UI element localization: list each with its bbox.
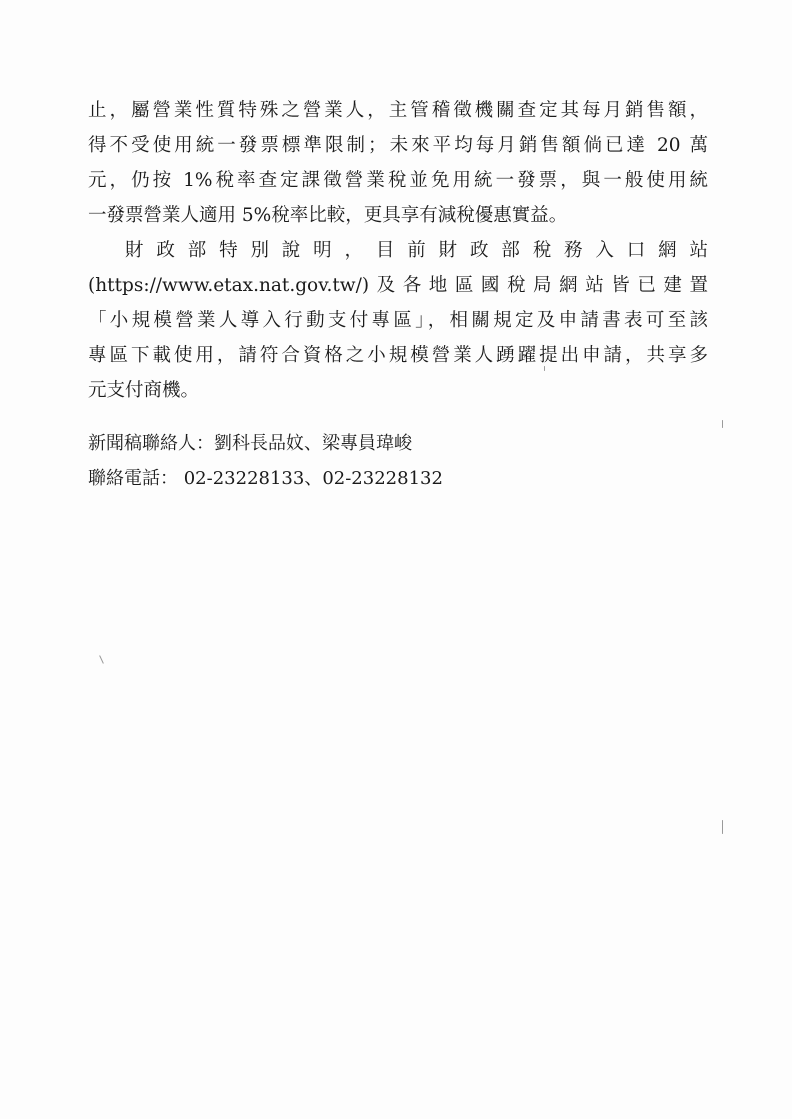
paragraph-line: 元，仍按 1%稅率查定課徵營業稅並免用統一發票，與一般使用統 <box>88 170 708 191</box>
paragraph-line: 止，屬營業性質特殊之營業人，主管稽徵機關查定其每月銷售額， <box>88 100 708 121</box>
paragraph-mof-explanation <box>88 233 708 408</box>
scan-speck <box>722 820 723 834</box>
contact-block <box>88 426 708 496</box>
paragraph-tax-benefit <box>88 93 708 233</box>
press-release-body <box>88 93 708 408</box>
paragraph-line: 一發票營業人適用 5%稅率比較，更具享有減稅優惠實益。 <box>88 205 568 226</box>
scan-speck <box>722 420 723 428</box>
paragraph-line: 得不受使用統一發票標準限制；未來平均每月銷售額倘已達 20 萬 <box>88 135 708 156</box>
paragraph-line: 「小規模營業人導入行動支付專區」，相關規定及申請書表可至該 <box>88 310 708 331</box>
press-contact-person: 新聞稿聯絡人：劉科長品妏、梁專員瑋峻 <box>88 433 412 454</box>
scan-speck <box>544 366 545 371</box>
paragraph-line: 財 政 部 特 別 說 明 ， 目 前 財 政 部 稅 務 入 口 網 站 <box>125 240 708 261</box>
paragraph-line: (https://www.etax.nat.gov.tw/)及各地區國稅局網站皆已建置 <box>88 275 708 296</box>
contact-phone: 聯絡電話： 02-23228133、02-23228132 <box>88 468 443 489</box>
paragraph-line: 元支付商機。 <box>88 380 200 401</box>
scan-speck <box>99 655 104 664</box>
paragraph-line: 專區下載使用，請符合資格之小規模營業人踴躍提出申請，共享多 <box>88 345 708 366</box>
